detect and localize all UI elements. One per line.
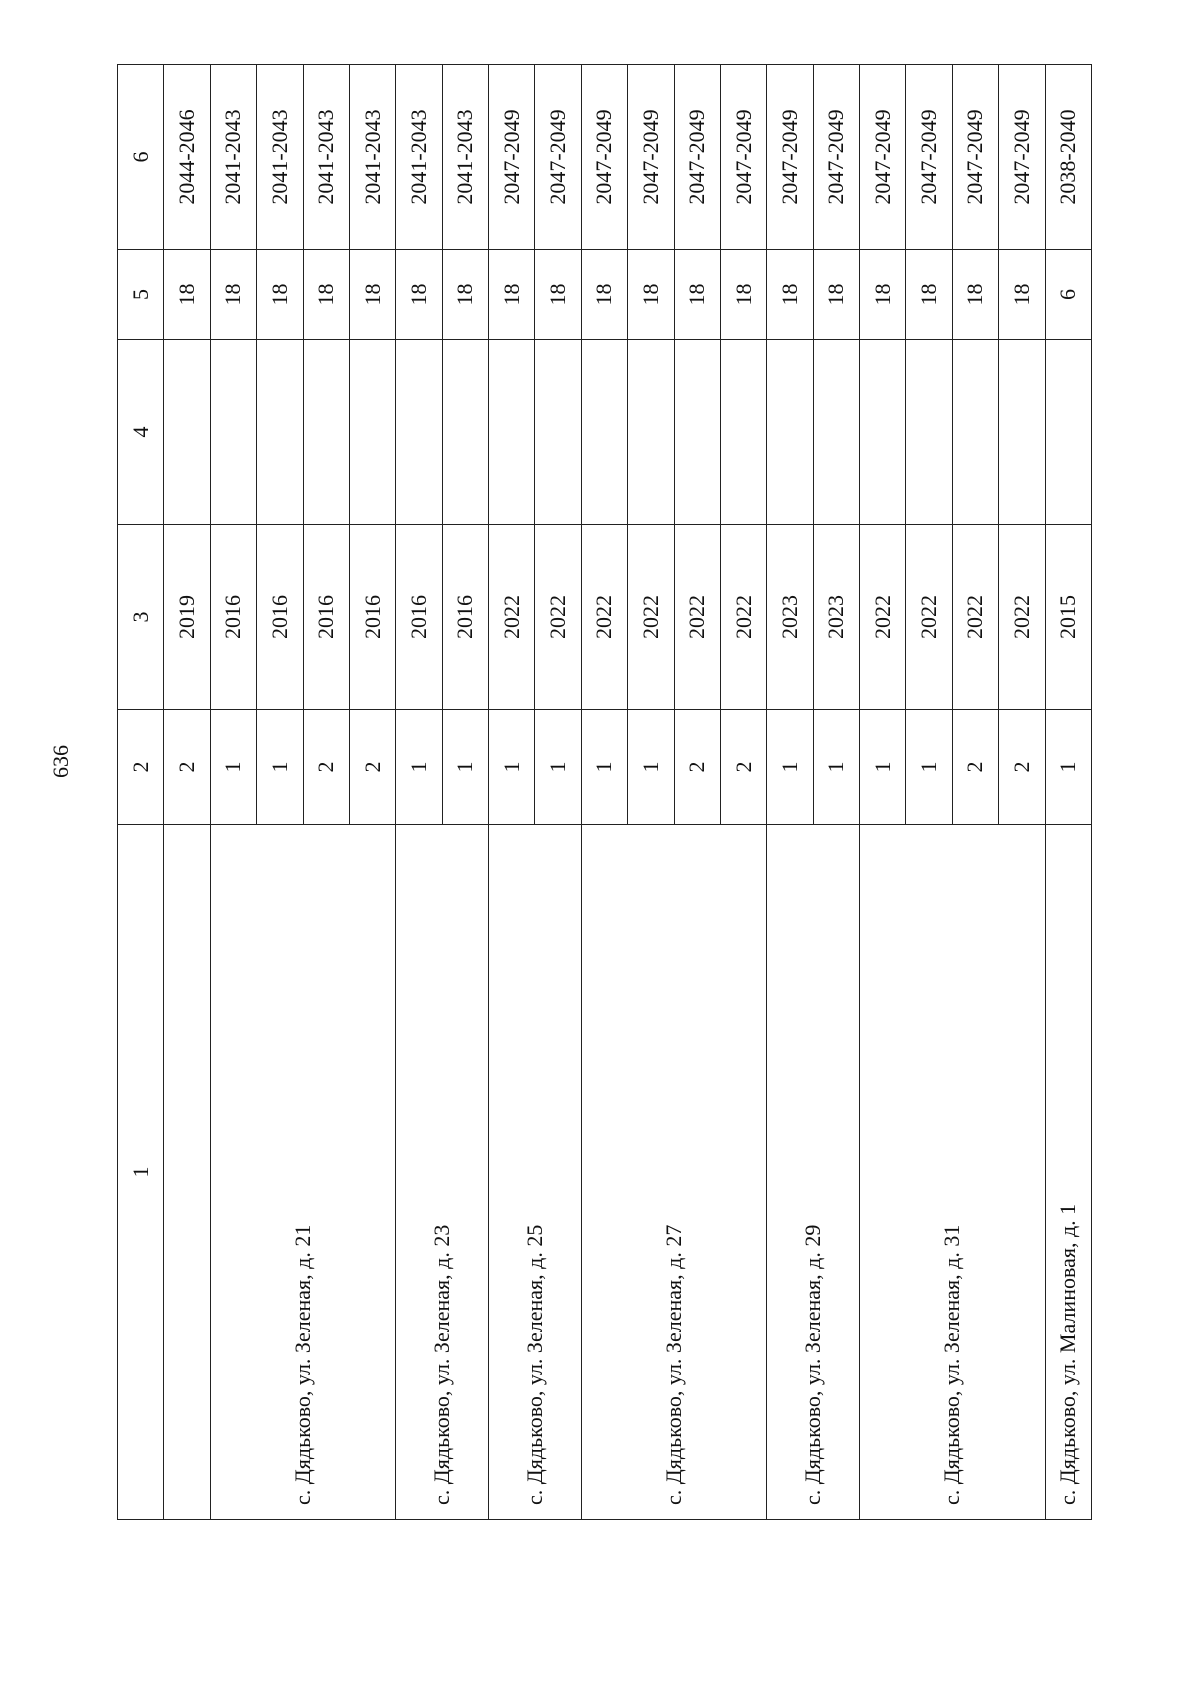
cell-c3: 2022 [860,525,906,710]
cell-c2: 1 [860,710,906,825]
cell-c4 [860,340,906,525]
cell-c6: 2047-2049 [813,65,859,250]
cell-c4 [813,340,859,525]
cell-c2: 2 [164,710,210,825]
cell-c5: 18 [581,250,627,340]
cell-c6: 2038-2040 [1045,65,1092,250]
table-row [210,65,256,1520]
cell-c2: 1 [257,710,303,825]
cell-c4 [720,340,766,525]
cell-c5: 18 [303,250,349,340]
cell-c6: 2041-2043 [303,65,349,250]
cell-c6: 2047-2049 [952,65,998,250]
table-row [581,65,627,1520]
cell-c3: 2023 [767,525,813,710]
address-cell: с. Дядьково, ул. Зеленая, д. 27 [581,825,767,1520]
cell-c6: 2041-2043 [396,65,442,250]
cell-c5: 18 [906,250,952,340]
cell-c4 [581,340,627,525]
cell-c2: 2 [999,710,1045,825]
address-cell [164,825,210,1520]
cell-c4 [349,340,395,525]
cell-c6: 2047-2049 [628,65,674,250]
cell-c2: 2 [720,710,766,825]
cell-c3: 2015 [1045,525,1092,710]
cell-c4 [396,340,442,525]
cell-c6: 2047-2049 [581,65,627,250]
cell-c2: 1 [906,710,952,825]
cell-c5: 18 [349,250,395,340]
page-number: 636 [48,745,73,778]
cell-c3: 2022 [581,525,627,710]
table-body [118,65,1092,1520]
cell-c5: 18 [674,250,720,340]
cell-c2: 1 [535,710,581,825]
address-cell: с. Дядьково, ул. Малиновая, д. 1 [1045,825,1092,1520]
table-frame [117,65,1092,1520]
cell-c6: 2041-2043 [349,65,395,250]
header-cell-4: 4 [118,340,164,525]
table-row [860,65,906,1520]
cell-c6: 2047-2049 [999,65,1045,250]
cell-c4 [1045,340,1092,525]
cell-c6: 2047-2049 [767,65,813,250]
cell-c2: 1 [442,710,488,825]
cell-c5: 18 [720,250,766,340]
cell-c6: 2047-2049 [906,65,952,250]
cell-c5: 18 [860,250,906,340]
table-row [767,65,813,1520]
cell-c5: 6 [1045,250,1092,340]
cell-c6: 2047-2049 [674,65,720,250]
address-cell: с. Дядьково, ул. Зеленая, д. 29 [767,825,860,1520]
header-cell-3: 3 [118,525,164,710]
cell-c5: 18 [813,250,859,340]
cell-c6: 2047-2049 [489,65,535,250]
cell-c3: 2022 [906,525,952,710]
cell-c6: 2047-2049 [720,65,766,250]
cell-c5: 18 [442,250,488,340]
cell-c4 [303,340,349,525]
header-cell-5: 5 [118,250,164,340]
cell-c4 [257,340,303,525]
cell-c4 [628,340,674,525]
cell-c3: 2022 [720,525,766,710]
cell-c4 [767,340,813,525]
cell-c5: 18 [628,250,674,340]
cell-c5: 18 [210,250,256,340]
table-row [396,65,442,1520]
cell-c2: 1 [767,710,813,825]
cell-c2: 1 [813,710,859,825]
cell-c3: 2022 [999,525,1045,710]
cell-c5: 18 [396,250,442,340]
cell-c4 [210,340,256,525]
cell-c2: 1 [489,710,535,825]
cell-c5: 18 [952,250,998,340]
cell-c3: 2022 [952,525,998,710]
cell-c3: 2016 [442,525,488,710]
cell-c2: 1 [581,710,627,825]
cell-c2: 1 [396,710,442,825]
cell-c6: 2044-2046 [164,65,210,250]
cell-c2: 2 [952,710,998,825]
cell-c3: 2022 [628,525,674,710]
schedule-table [117,64,1092,1520]
cell-c5: 18 [257,250,303,340]
table-row [164,65,210,1520]
cell-c6: 2041-2043 [257,65,303,250]
table-row [489,65,535,1520]
cell-c4 [999,340,1045,525]
cell-c6: 2041-2043 [442,65,488,250]
cell-c3: 2016 [257,525,303,710]
cell-c5: 18 [999,250,1045,340]
cell-c2: 1 [628,710,674,825]
cell-c5: 18 [535,250,581,340]
address-cell: с. Дядьково, ул. Зеленая, д. 25 [489,825,582,1520]
table-row [1045,65,1092,1520]
cell-c4 [164,340,210,525]
cell-c3: 2022 [535,525,581,710]
cell-c2: 2 [303,710,349,825]
cell-c3: 2016 [303,525,349,710]
cell-c2: 1 [210,710,256,825]
cell-c4 [442,340,488,525]
cell-c4 [674,340,720,525]
cell-c4 [906,340,952,525]
cell-c2: 1 [1045,710,1092,825]
cell-c3: 2022 [674,525,720,710]
cell-c3: 2022 [489,525,535,710]
cell-c5: 18 [489,250,535,340]
cell-c4 [535,340,581,525]
header-cell-2: 2 [118,710,164,825]
cell-c2: 2 [674,710,720,825]
cell-c4 [952,340,998,525]
cell-c6: 2047-2049 [535,65,581,250]
address-cell: с. Дядьково, ул. Зеленая, д. 21 [210,825,396,1520]
cell-c3: 2016 [210,525,256,710]
header-row [118,65,164,1520]
cell-c4 [489,340,535,525]
cell-c6: 2047-2049 [860,65,906,250]
cell-c3: 2016 [349,525,395,710]
cell-c3: 2023 [813,525,859,710]
address-cell: с. Дядьково, ул. Зеленая, д. 23 [396,825,489,1520]
cell-c5: 18 [164,250,210,340]
cell-c6: 2041-2043 [210,65,256,250]
cell-c3: 2016 [396,525,442,710]
address-cell: с. Дядьково, ул. Зеленая, д. 31 [860,825,1046,1520]
cell-c2: 2 [349,710,395,825]
header-cell-1: 1 [118,825,164,1520]
cell-c3: 2019 [164,525,210,710]
cell-c5: 18 [767,250,813,340]
header-cell-6: 6 [118,65,164,250]
